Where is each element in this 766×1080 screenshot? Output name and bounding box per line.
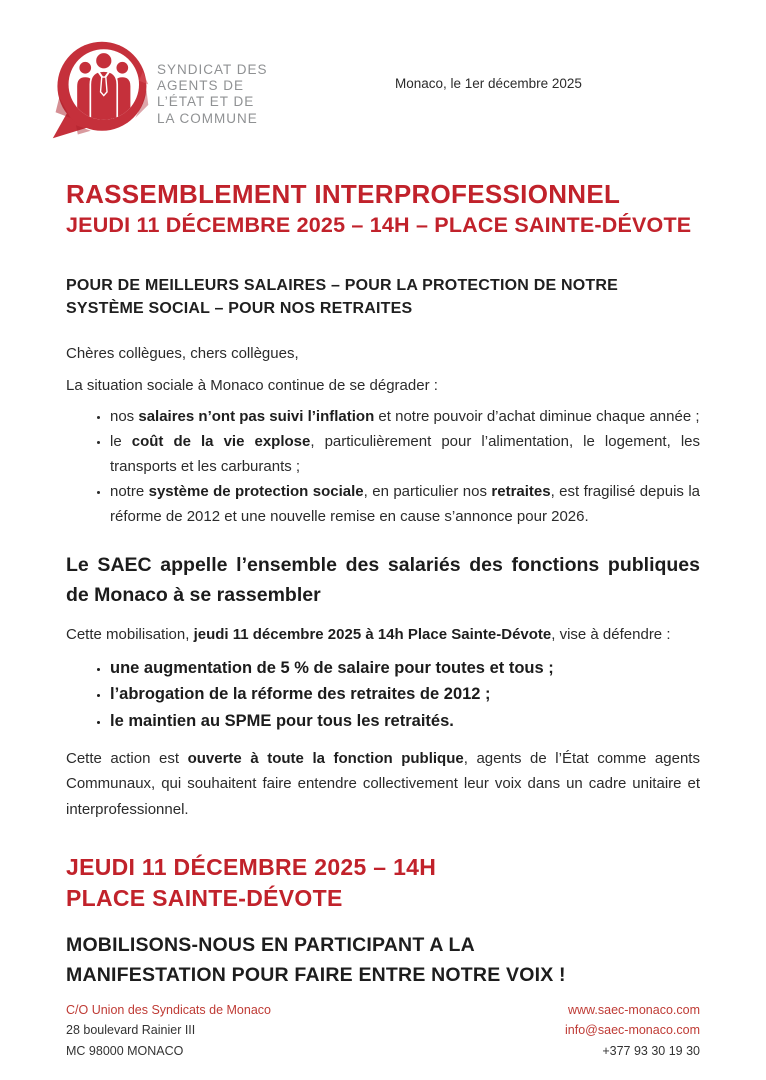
text-segment: Cette mobilisation, [66,626,194,644]
org-name [157,62,268,127]
text-segment: et notre pouvoir d’achat diminue chaque année ; [374,408,700,426]
text-segment: nos [110,408,139,426]
phone-number: +377 93 30 19 30 [602,1043,700,1058]
text-segment: , agents de l’État comme agents Communaux, qui souhaitent faire entendre collectivement leur voix dans un cadre unitaire et interprofessionnel. [66,749,700,818]
text-segment-bold: ouverte à toute la fonction publique [187,749,464,767]
issues-list [66,405,700,529]
demands-list [66,655,700,735]
text-segment-bold: coût de la vie explose [131,433,311,451]
closing-call-heading [66,931,700,990]
text-segment: notre [110,483,149,501]
footer-street: 28 boulevard Rainier III [66,1023,196,1038]
closing-call-line: MOBILISONS-NOUS EN PARTICIPANT A LA [66,934,475,956]
org-name-line: L’ÉTAT ET DE [157,94,255,110]
org-name-line: LA COMMUNE [157,110,258,126]
org-name-line: SYNDICAT DES [157,62,268,77]
issue-item [110,405,700,430]
text-segment: , en particulier nos [363,483,492,501]
salutation: Chères collègues, chers collègues, [66,344,299,362]
text-segment-bold: retraites [491,483,551,501]
action-paragraph [66,746,700,823]
footer-address [66,1000,271,1061]
org-name-line: AGENTS DE [157,78,245,94]
text-segment: le [110,433,132,451]
closing-place-line: PLACE SAINTE-DÉVOTE [66,884,343,911]
footer-contact [565,1000,700,1061]
text-segment-bold: salaires n’ont pas suivi l’inflation [138,408,375,426]
footer [66,1000,700,1061]
demand-item: • l’abrogation de la réforme des retraites de 2012 ; [110,681,700,708]
speech-bubble-people-icon [50,38,152,142]
email-link[interactable]: info@saec-monaco.com [565,1023,700,1038]
issue-item [110,480,700,530]
closing-call-line: MANIFESTATION POUR FAIRE ENTRE NOTRE VOIX ! [66,963,566,986]
closing-date-heading [66,852,700,913]
text-segment: , vise à défendre : [551,626,671,644]
text-segment: , particulièrement pour l’alimentation, le logement, les transports et les carburants ; [110,433,700,476]
event-date-highlight: jeudi 11 décembre 2025 à 14h Place Sainte-Dévote [193,626,552,644]
letter-body [0,180,766,990]
footer-org: C/O Union des Syndicats de Monaco [66,1003,271,1017]
issue-item [110,430,700,480]
dateline: Monaco, le 1er décembre 2025 [395,76,582,91]
main-title-details: JEUDI 11 DÉCEMBRE 2025 – 14H – PLACE SAINTE-DÉVOTE [66,212,692,237]
text-segment: Cette action est [66,749,188,767]
letterhead [0,0,766,146]
text-segment-bold: système de protection sociale [148,483,364,501]
footer-city: MC 98000 MONACO [66,1043,184,1058]
main-title: RASSEMBLEMENT INTERPROFESSIONNEL [66,179,621,209]
demand-item: • le maintien au SPME pour tous les retraités. [110,708,700,735]
text-segment: , est fragilisé depuis la réforme de 2012 et une nouvelle remise en cause s’annonce pour 2026. [110,483,701,526]
saec-logo [50,38,152,144]
call-heading: Le SAEC appelle l’ensemble des salariés des fonctions publiques de Monaco à se rassembler [66,553,700,607]
mobilisation-paragraph [66,623,700,646]
website-link[interactable]: www.saec-monaco.com [568,1003,700,1017]
intro-line: La situation sociale à Monaco continue de se dégrader : [66,377,438,395]
closing-date-line: JEUDI 11 DÉCEMBRE 2025 – 14H [66,854,437,881]
subtitle: POUR DE MEILLEURS SALAIRES – POUR LA PROTECTION DE NOTRE SYSTÈME SOCIAL – POUR NOS RETRAITES [66,276,618,317]
demand-item: • une augmentation de 5 % de salaire pour toutes et tous ; [110,655,700,682]
